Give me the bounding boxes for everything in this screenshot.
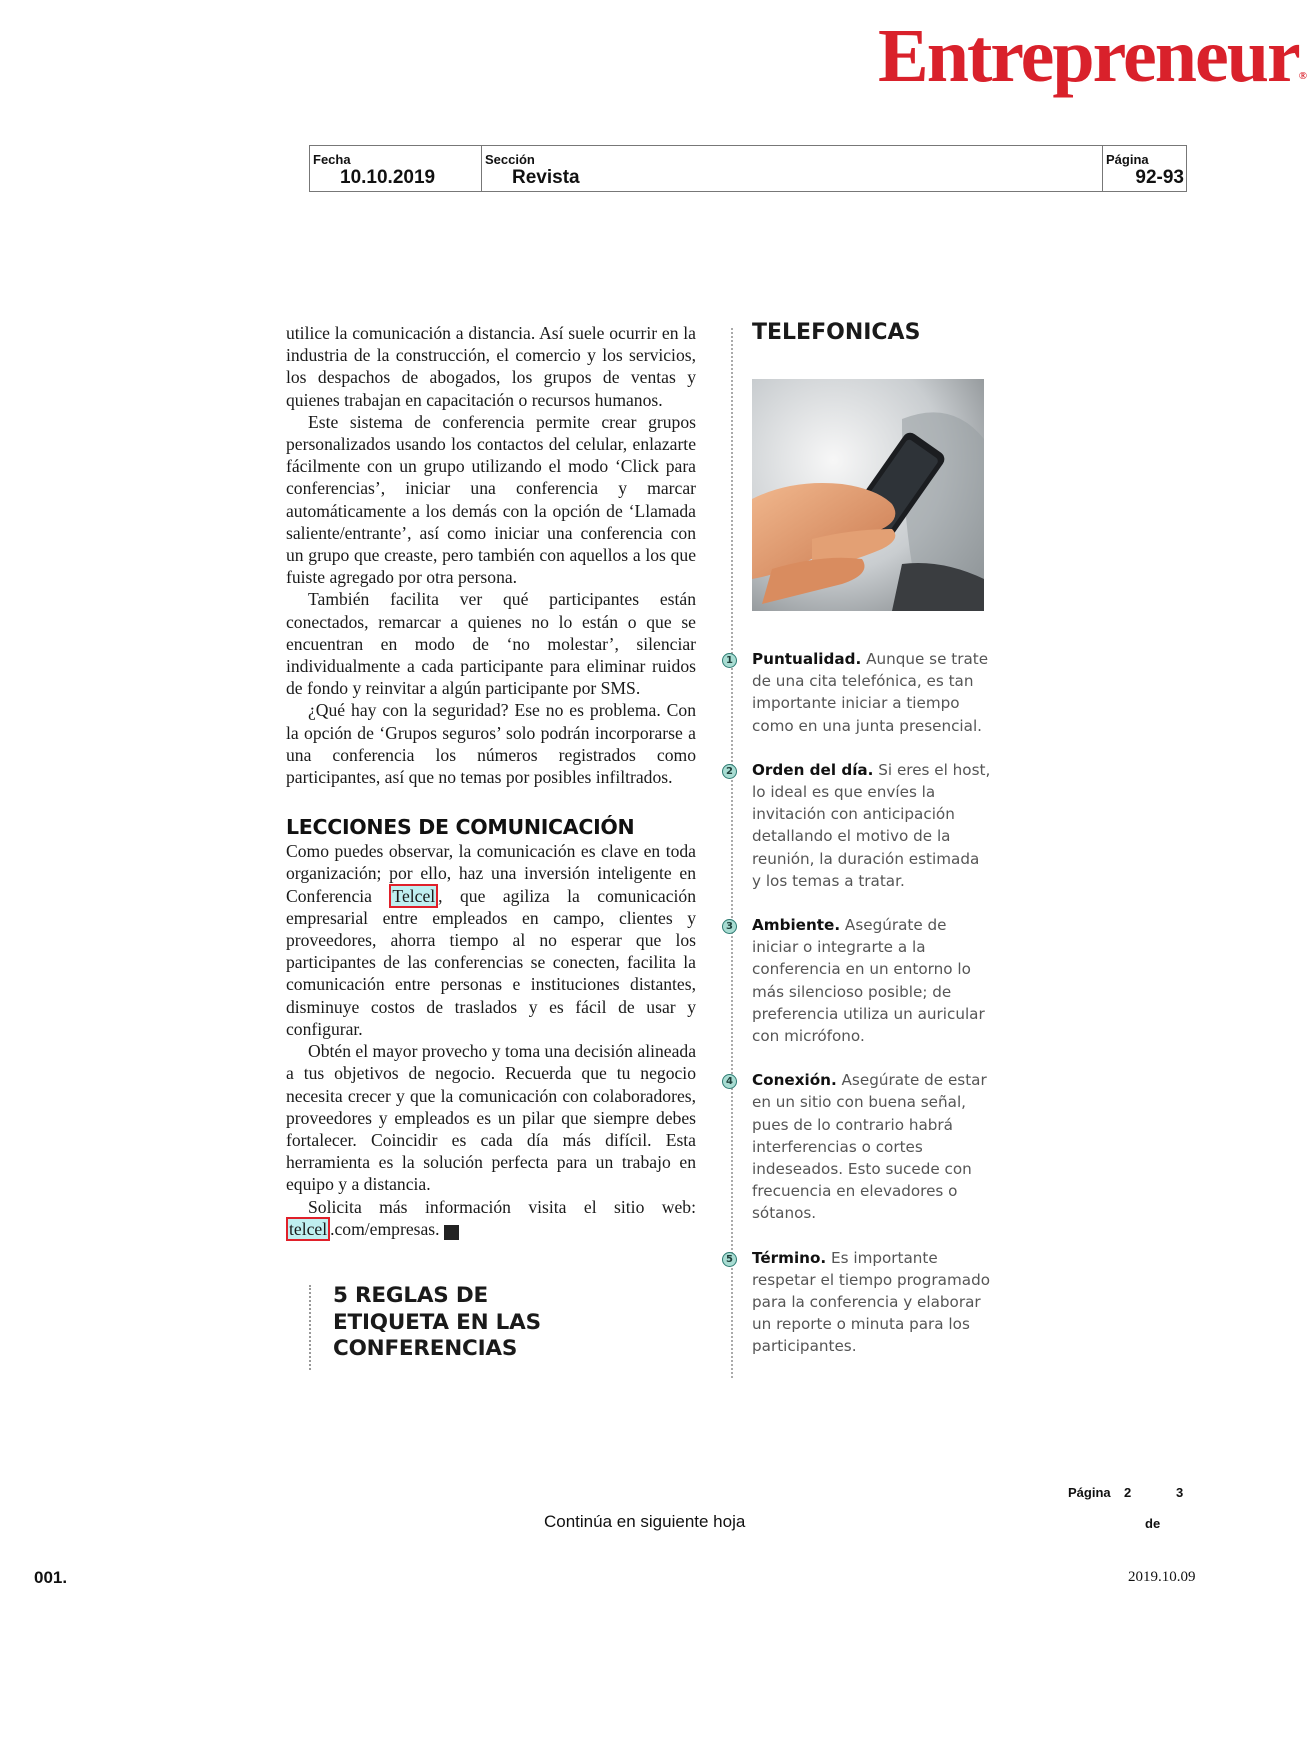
rule-number-icon: 2 — [722, 764, 737, 779]
continue-note: Continúa en siguiente hoja — [544, 1512, 746, 1531]
pagina-value: 92-93 — [1135, 167, 1184, 188]
fecha-cell — [310, 146, 482, 191]
rule-text: Es importante respetar el tiempo programado para la conferencia y elaborar un reporte o minuta para los participantes. — [752, 1248, 991, 1356]
sidebar-title: TELEFONICAS — [752, 320, 921, 345]
article-paragraph: ¿Qué hay con la seguridad? Ese no es problema. Con la opción de ‘Grupos seguros’ solo podrán incorporarse a una conferencia los números registrados como participantes, así que no temas por posibles infiltrados. — [286, 700, 696, 788]
rule-number-icon: 5 — [722, 1252, 737, 1267]
article-paragraph: También facilita ver qué participantes están conectados, remarcar a quienes no lo están o que se encuentran en modo de ‘no molestar’, silenciar individualmente a cada participante para eliminar ruidos de fondo y reinvitar a algún participante por SMS. — [286, 589, 696, 699]
logo-text: Entrepreneur — [878, 14, 1299, 98]
highlighted-term: Telcel — [389, 884, 438, 908]
article-paragraph: utilice la comunicación a distancia. Así suele ocurrir en la industria de la construcción, el comercio y los servicios, los despachos de abogados, los grupos de ventas y quienes trabajan en capacitación o recursos humanos. — [286, 323, 696, 410]
footer-page-de: de — [1145, 1516, 1161, 1531]
box-dotted-rule — [309, 1285, 311, 1370]
footer-page-current: 2 — [1124, 1485, 1132, 1500]
phone-hand-photo — [752, 379, 984, 611]
text-run: Como puedes observar, la comunicación es clave en toda organización; por ello, haz una inversión inteligente en Conferencia — [286, 841, 696, 906]
rule-title: Conexión. — [752, 1071, 837, 1090]
rule-text: Si eres el host, lo ideal es que envíes la invitación con anticipación detallando el motivo de la reunión, la duración estimada y los temas a tratar. — [752, 760, 991, 890]
rule-item — [722, 648, 992, 737]
seccion-label: Sección — [485, 152, 535, 167]
rule-item — [722, 914, 992, 1047]
fecha-label: Fecha — [313, 152, 351, 167]
seccion-cell — [482, 146, 1103, 191]
registered-mark: ® — [1298, 70, 1307, 82]
rule-number-icon: 1 — [722, 653, 737, 668]
article-paragraph — [286, 840, 696, 1040]
footer-date: 2019.10.09 — [1128, 1569, 1196, 1585]
rule-text: Asegúrate de iniciar o integrarte a la conferencia en un entorno lo más silencioso posible; de preferencia utiliza un auricular con micrófono. — [752, 916, 985, 1046]
metadata-table — [309, 145, 1187, 192]
footer-page-total: 3 — [1176, 1485, 1184, 1500]
article-paragraph: Este sistema de conferencia permite crear grupos personalizados usando los contactos del celular, enlazarte fácilmente con un grupo utilizando el modo ‘Click para conferencias’, iniciar una conferencia y marcar automáticamente a los demás con la opción de ‘Llamada saliente/entrante’, así como iniciar una conferencia con un grupo que creaste, pero también con aquellos a los que fuiste agregado por otra persona. — [286, 411, 696, 588]
rule-item — [722, 1069, 992, 1224]
text-run: Solicita más información visita el sitio web: — [308, 1196, 696, 1217]
text-run: , que agiliza la comunicación empresarial entre empleados en campo, clientes y proveedores, ahorra tiempo al no esperar que los participantes de las conferencias se conecten, facilita la comunicación entre personas e instituciones distantes, disminuye costos de traslados y es fácil de usar y configurar. — [286, 885, 696, 1039]
document-code: 001. — [34, 1568, 68, 1587]
pagina-label: Página — [1106, 152, 1149, 167]
rule-item — [722, 1247, 992, 1358]
text-run: .com/empresas. — [330, 1218, 444, 1239]
rule-text: Asegúrate de estar en un sitio con buena señal, pues de lo contrario habrá interferencias o cortes indeseados. Esto sucede con frecuencia en elevadores o sótanos. — [752, 1071, 987, 1223]
box-title — [333, 1283, 541, 1363]
rule-text: Aunque se trate de una cita telefónica, es tan importante iniciar a tiempo como en una junta presencial. — [752, 650, 989, 735]
end-mark-icon: E — [444, 1225, 459, 1240]
box-title-line: 5 REGLAS DE — [333, 1283, 488, 1308]
rule-title: Orden del día. — [752, 760, 874, 779]
rule-number-icon: 4 — [722, 1074, 737, 1089]
rule-title: Ambiente. — [752, 916, 841, 935]
highlighted-term: telcel — [286, 1217, 330, 1241]
box-title-line: ETIQUETA EN LAS — [333, 1309, 541, 1335]
rule-title: Puntualidad. — [752, 650, 862, 668]
phone-hand-image — [752, 379, 984, 611]
etiquette-rules-list — [722, 648, 992, 1380]
section-heading: LECCIONES DE COMUNICACIÓN — [286, 815, 635, 840]
entrepreneur-logo — [878, 14, 1307, 98]
rule-number-icon: 3 — [722, 919, 737, 934]
pagina-cell — [1103, 146, 1186, 191]
article-paragraph — [286, 1196, 696, 1240]
article-paragraph: Obtén el mayor provecho y toma una decisión alineada a tus objetivos de negocio. Recuerda que tu negocio necesita crecer y que la comunicación con colaboradores, proveedores y empleados es un pilar que siempre debes fortalecer. Coincidir es cada día más difícil. Esta herramienta es la solución perfecta para un trabajo en equipo y a distancia. — [286, 1041, 696, 1195]
rule-item — [722, 759, 992, 892]
rule-title: Término. — [752, 1248, 827, 1267]
seccion-value: Revista — [512, 167, 580, 188]
box-title-line: CONFERENCIAS — [333, 1336, 518, 1361]
fecha-value: 10.10.2019 — [340, 167, 436, 188]
article-column — [286, 322, 696, 1240]
footer-page-label: Página — [1068, 1485, 1111, 1500]
